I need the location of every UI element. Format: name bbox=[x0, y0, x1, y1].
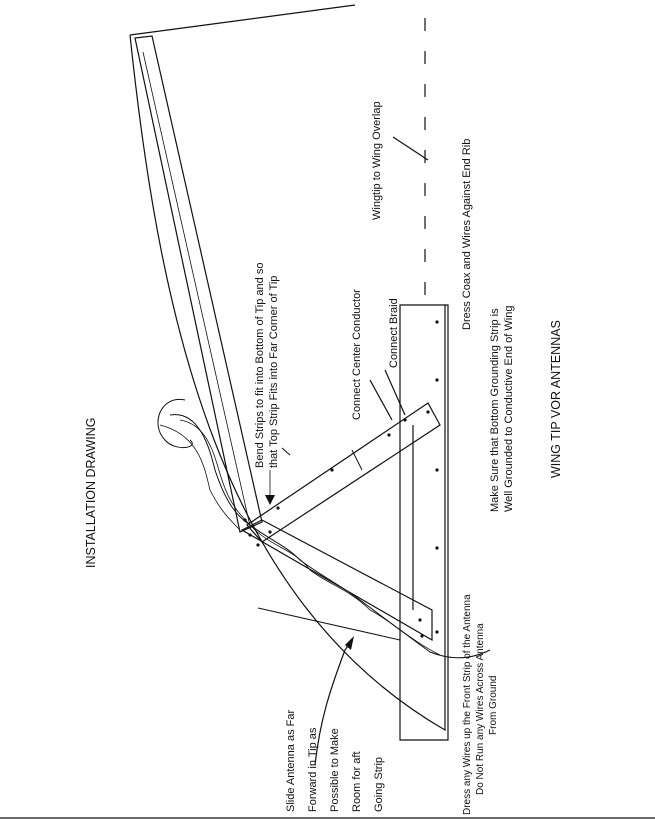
dress-wires-label-2: Do Not Run any Wires Across Antenna bbox=[475, 623, 486, 795]
bend-strips-label-1: Bend Strips to fit into Bottom of Tip and so bbox=[254, 262, 266, 468]
slide-label-2: Forward in Tip as bbox=[307, 727, 319, 812]
front-strip-inner bbox=[143, 52, 250, 526]
wingtip-overlap-label: Wingtip to Wing Overlap bbox=[371, 101, 383, 220]
slide-label-4: Room for aft bbox=[351, 751, 363, 812]
wingtip-top-edge bbox=[130, 5, 355, 35]
grounding-label-2: Well Grounded to Conductive End of Wing bbox=[503, 305, 515, 512]
footer-title: WING TIP VOR ANTENNAS bbox=[549, 320, 563, 478]
dress-coax-label: Dress Coax and Wires Against End Rib bbox=[461, 138, 473, 330]
ground-diagonal bbox=[242, 520, 432, 640]
drawing-title: INSTALLATION DRAWING bbox=[84, 417, 98, 568]
dress-wires-label-1: Dress any Wires up the Front Strip of the Antenna bbox=[462, 594, 473, 815]
center-leader bbox=[370, 380, 392, 420]
overlap-leader bbox=[393, 137, 428, 160]
bend-strips-label-2: that Top Strip Fits into Far Corner of Tip bbox=[268, 275, 280, 468]
connect-center-label: Connect Center Conductor bbox=[351, 289, 363, 420]
dress-wires-label-3: From Ground bbox=[488, 675, 499, 735]
wingtip-outline bbox=[130, 35, 445, 730]
slide-label-5: Going Strip bbox=[373, 756, 385, 812]
bend-arrowhead bbox=[265, 495, 275, 505]
lead-bump bbox=[158, 399, 192, 447]
front-strip bbox=[135, 36, 262, 532]
slide-label-3: Possible to Make bbox=[329, 728, 341, 812]
aft-strip-divider bbox=[352, 450, 362, 470]
grounding-strip bbox=[400, 305, 448, 740]
bend-arrow-leader bbox=[282, 448, 290, 455]
grounding-label-1: Make Sure that Bottom Grounding Strip is bbox=[489, 308, 501, 512]
braid-leader bbox=[385, 370, 405, 415]
bottom-panel bbox=[258, 608, 400, 740]
slide-label-1: Slide Antenna as Far bbox=[285, 709, 297, 812]
connect-braid-label: Connect Braid bbox=[388, 298, 400, 368]
